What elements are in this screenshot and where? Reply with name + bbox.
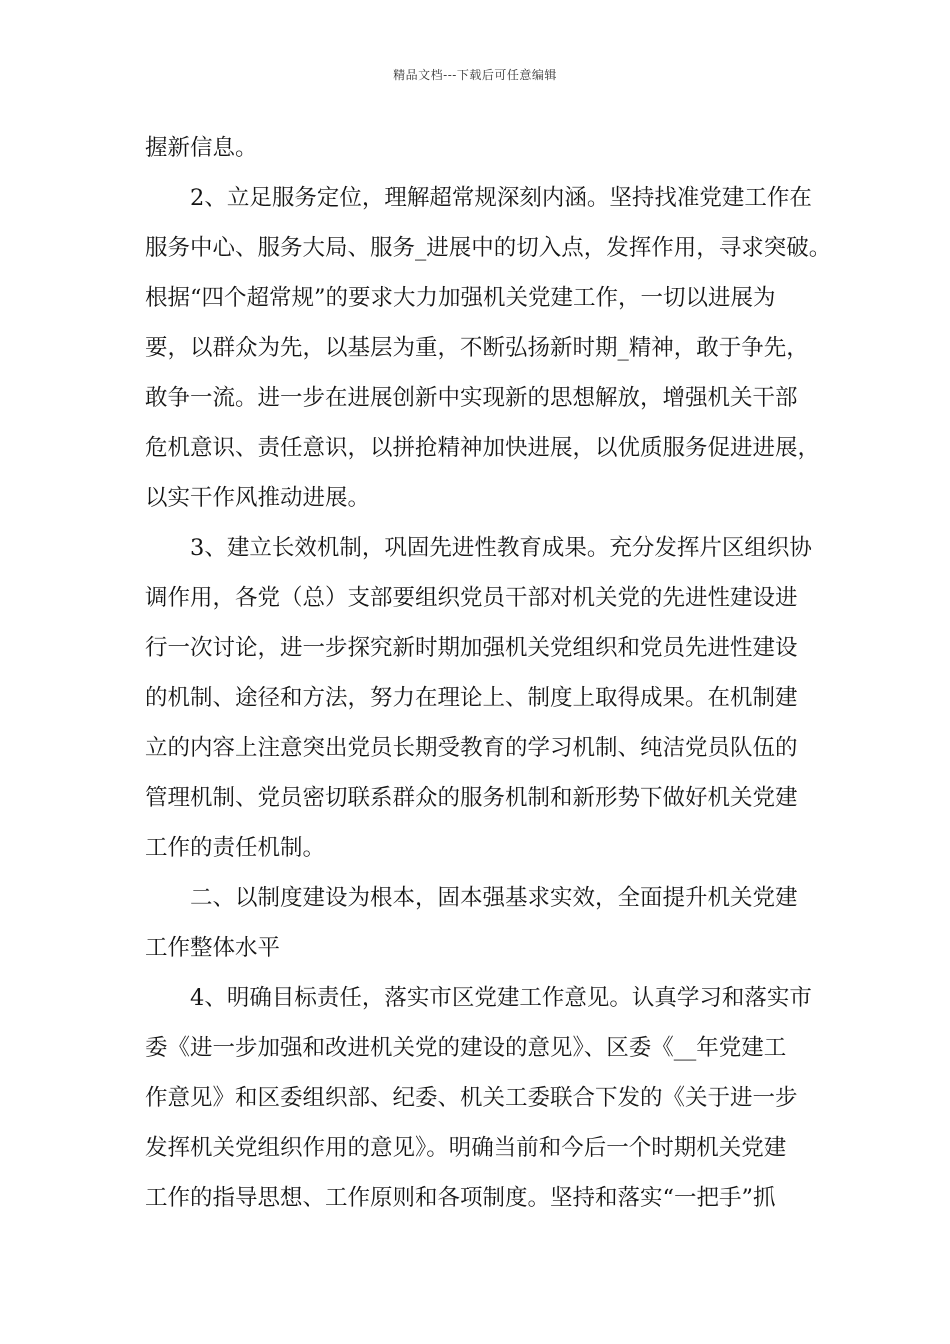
text-line: 3、建立长效机制，巩固先进性教育成果。充分发挥片区组织协 (145, 535, 812, 561)
text-line: 2、立足服务定位，理解超常规深刻内涵。坚持找准党建工作在 (145, 185, 812, 211)
text-line: 以实干作风推动进展。 (145, 485, 371, 511)
text-line: 委《进一步加强和改进机关党的建设的意见》、区委《__年党建工 (145, 1035, 787, 1061)
text-line: 危机意识、责任意识，以拼抢精神加快进展，以优质服务促进进展， (145, 435, 821, 461)
text-line: 要，以群众为先，以基层为重，不断弘扬新时期_精神，敢于争先， (145, 335, 809, 361)
text-line: 二、以制度建设为根本，固本强基求实效，全面提升机关党建 (145, 885, 798, 911)
page-header: 精品文档---下载后可任意编辑 (393, 68, 557, 82)
text-line: 发挥机关党组织作用的意见》。明确当前和今后一个时期机关党建 (145, 1135, 787, 1161)
text-line: 的机制、途径和方法，努力在理论上、制度上取得成果。在机制建 (145, 685, 798, 711)
text-line: 调作用，各党（总）支部要组织党员干部对机关党的先进性建设进 (145, 585, 798, 611)
text-line: 作意见》和区委组织部、纪委、机关工委联合下发的《关于进一步 (145, 1085, 798, 1111)
text-line: 4、明确目标责任，落实市区党建工作意见。认真学习和落实市 (145, 985, 812, 1011)
text-line: 立的内容上注意突出党员长期受教育的学习机制、纯洁党员队伍的 (145, 735, 798, 761)
text-line: 根据“四个超常规”的要求大力加强机关党建工作，一切以进展为 (145, 285, 776, 311)
text-line: 工作整体水平 (145, 935, 281, 961)
text-line: 工作的责任机制。 (145, 835, 326, 861)
text-line: 服务中心、服务大局、服务_进展中的切入点，发挥作用，寻求突破。 (145, 235, 832, 261)
text-line: 行一次讨论，进一步探究新时期加强机关党组织和党员先进性建设 (145, 635, 798, 661)
text-line: 工作的指导思想、工作原则和各项制度。坚持和落实“一把手”抓 (145, 1185, 776, 1211)
text-line: 管理机制、党员密切联系群众的服务机制和新形势下做好机关党建 (145, 785, 798, 811)
text-line: 握新信息。 (145, 135, 258, 161)
text-line: 敢争一流。进一步在进展创新中实现新的思想解放，增强机关干部 (145, 385, 798, 411)
